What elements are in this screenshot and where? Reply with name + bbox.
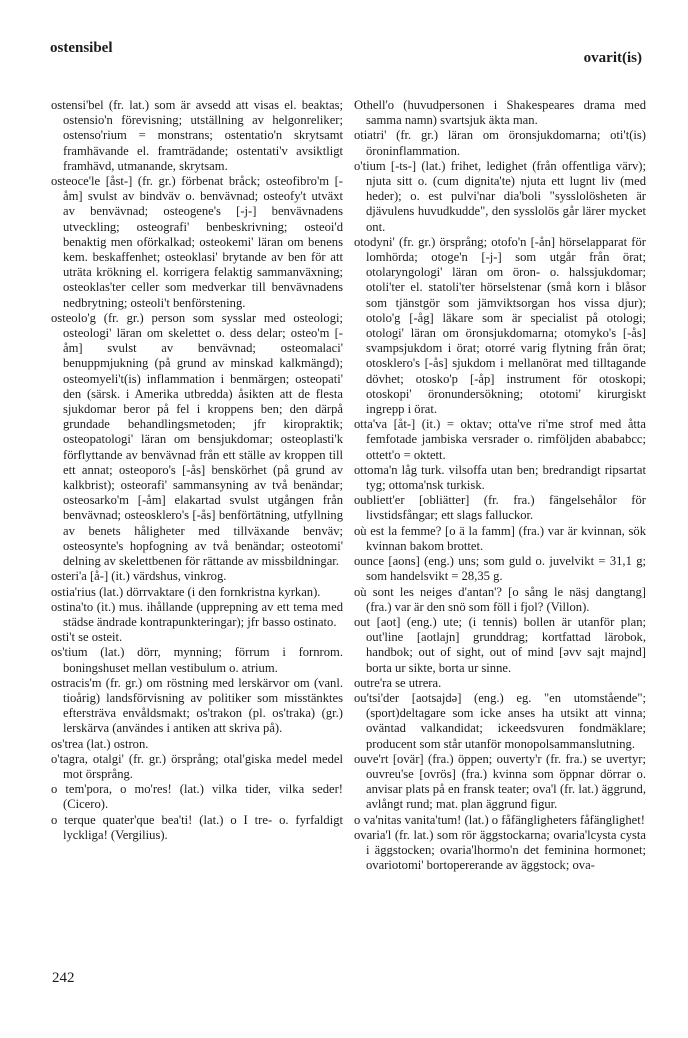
entry-ostinato: ostina'to (it.) mus. ihållande (upprepning av ett tema med städse ändrade kontrapunkteringar); jfr basso ostinato. bbox=[51, 599, 343, 629]
entry-osteria: osteri'a [å-] (it.) värdshus, vinkrog. bbox=[51, 569, 227, 584]
entry-ouvert: ouve'rt [ovär] (fra.) öppen; ouverty'r (fr. fra.) se uvertyr; ouvreu'se [ovrös] (fra.) kvinna som öppnar dörrar o. anvisar plats på en fransk teater; ova'l (fr. lat.) äggrund, avlångt rund; mat. plan äggrund figur. bbox=[354, 751, 646, 812]
entry-ounce: ounce [aons] (eng.) uns; som guld o. juvelvikt = 31,1 g; som handelsvikt = 28,35 g. bbox=[354, 554, 646, 584]
entry-othello: Othell'o (huvudpersonen i Shakespeares drama med samma namn) svartsjuk äkta man. bbox=[354, 98, 646, 128]
entry-ottoman: ottoma'n låg turk. vilsoffa utan ben; bredrandigt ripsartat tyg; ottoma'nsk turkisk. bbox=[354, 462, 646, 493]
entry-ottava: otta'va [åt-] (it.) = oktav; otta've ri'me strof med åtta femfotade jambiska versrader o. rimföljden abababcc; ottett'o = oktett. bbox=[354, 417, 646, 462]
entry-otagra: o'tagra, otalgi' (fr. gr.) örsprång; otal'giska medel medel mot örsprång. bbox=[51, 751, 343, 781]
left-column bbox=[51, 98, 343, 843]
entry-outrera: outre'ra se utrera. bbox=[354, 675, 442, 690]
entry-o-tempora: o tem'pora, o mo'res! (lat.) vilka tider, vilka seder! (Cicero). bbox=[51, 782, 343, 812]
running-head-left: ostensibel bbox=[50, 40, 113, 56]
entry-o-terque: o terque quater'que bea'ti! (lat.) o I tre- o. fyrfaldigt lyckliga! (Vergilius). bbox=[51, 812, 343, 842]
entry-osteocele: osteoce'le [åst-] (fr. gr.) förbenat bråck; osteofibro'm [-åm] svulst av bindväv o. benvävnad; osteofy't utväxt av benvävnad; osteogene's [-j-] benvävnadens utveckling; osteografi' benbeskrivning; osteoi'd benaktig men oförkalkad; osteokemi' läran om benens kem. beskaffenhet; osteoklasi' brytande av ben för att uträta krökning el. korrigera felaktig sammanväxning; osteoklas'ter celler som medverkar till benvävnadens nedbrytning; osteoli't benförstening. bbox=[51, 174, 343, 310]
entry-ovarial: ovaria'l (fr. lat.) som rör äggstockarna; ovaria'lcysta cysta i äggstocken; ovaria'lhormo'n det feminina hormonet; ovariotomi' bortopererande av äggstock; ova- bbox=[354, 827, 646, 873]
entry-ou-est-la-femme: où est la femme? [o ä la famm] (fra.) var är kvinnan, sök kvinnan bakom brottet. bbox=[354, 523, 646, 553]
entry-otium: o'tium [-ts-] (lat.) frihet, ledighet (från offentliga värv); njuta sitt o. (cum dignita'te) njuta ett lugnt liv (med heder); o. est pulvi'nar dia'boli "sysslolösheten är djävulens huvudkudde", den sysslolös går lärer mycket ont. bbox=[354, 158, 646, 234]
entry-ou-sont-les-neiges: où sont les neiges d'antan'? [o sång le näsj dangtang] (fra.) var är den snö som föll i fjol? (Villon). bbox=[354, 584, 646, 614]
entry-ostrea: os'trea (lat.) ostron. bbox=[51, 736, 149, 751]
entry-otodyni: otodyni' (fr. gr.) örsprång; otofo'n [-ån] hörselapparat för lomhörda; otoge'n [-j-] som utgår från örat; otolaryngologi' läran om öron- o. halssjukdomar; otoli'ter el. statoli'ter hörselstenar (små korn i blåsor som tjänstgör som jämviktsorgan hos vissa djur); otolo'g [-åg] läkare som är specialist på otologi; otologi' läran om öronsjukdomarna; otomyko's [-ås] svampsjukdom i örat; otorré varig flytning från örat; otosklero's [-ås] sjukdom i mellanörat med tilltagande dövhet; otosko'p [-åp] instrument för otoskopi; otoskopi' öronundersökning; ototomi' kirurgiskt ingrepp i örat. bbox=[354, 234, 646, 417]
entry-oubliettes: oubliett'er [obliätter] (fr. fra.) fängelsehålor för livstidsfångar; ett slags falluckor. bbox=[354, 493, 646, 523]
entry-out: out [aot] (eng.) ute; (i tennis) bollen är utanför plan; out'line [aotlajn] grunddrag; kortfattad lärobok, handbok; out of sight, out of mind [əvv sajt majnd] borta ur sikte, borta ur sinne. bbox=[354, 614, 646, 675]
entry-ostensibel: ostensi'bel (fr. lat.) som är avsedd att visas el. beaktas; ostensio'n förevisning; utställning av helgonreliker; ostenso'rium = monstrans; ostentatio'n skrytsamt framhävande el. framträdande; ostentati'v avsiktligt framhävd, utmanande, skrytsam. bbox=[51, 98, 343, 173]
entry-otiatri: otiatri' (fr. gr.) läran om öronsjukdomarna; oti't(is) öroninflammation. bbox=[354, 128, 646, 158]
right-column bbox=[354, 98, 646, 873]
running-head-right: ovarit(is) bbox=[583, 50, 642, 66]
entry-ostracism: ostracis'm (fr. gr.) om röstning med lerskärvor om (vanl. tioårig) landsförvisning av politiker som misstänktes eftersträva envåldsmakt; os'trakon (pl. os'traka) (gr.) lerskärva (användes i antiken att skriva på). bbox=[51, 675, 343, 736]
entry-ostium: os'tium (lat.) dörr, mynning; förrum i fornrom. boningshuset mellan vestibulum o. atrium. bbox=[51, 645, 343, 675]
entry-osteolog: osteolo'g (fr. gr.) person som sysslar med osteologi; osteologi' läran om skelettet o. dess delar; osteo'm [-åm] svulst av benvävnad; osteomalaci' benuppmjukning (på grund av minskad kalkmängd); osteomyeli't(is) inflammation i benmärgen; osteopati' den (särsk. i Amerika utbredda) åsikten att de flesta sjukdomar beror på fel i kroppens ben; den därpå grundade behandlingsmetoden; jfr kiropraktik; osteopatologi' läran om bensjukdomar; osteoplasti'k förflyttande av benvävnad från ett ställe av kroppen till ett annat; osteoporo's [-ås] benskörhet (på grund av kalkbrist); osteorafi' sammansyning av två benändar; osteosarko'm [-åm] elakartad svulst utgången från benvävnad; osteosklero's [-ås] benförtätning, utfyllning av benets håligheter med tillväxande benväv; osteosynte's hopfogning av två benändar; osteotomi' delning av skelettbenen för rättande av missbildningar. bbox=[51, 310, 343, 569]
entry-ostit: osti't se osteit. bbox=[51, 630, 123, 645]
page-number: 242 bbox=[52, 970, 75, 986]
entry-ostiarius: ostia'rius (lat.) dörrvaktare (i den fornkristna kyrkan). bbox=[51, 584, 321, 599]
entry-o-vanitas: o va'nitas vanita'tum! (lat.) o fåfängligheters fåfänglighet! bbox=[354, 812, 645, 827]
entry-outsider: ou'tsi'der [aotsajdə] (eng.) eg. "en utomstående"; (sport)deltagare som icke anses ha utsikt att vinna; oväntad valkandidat; ickeedsvuren fondmäklare; producent som står utanför monopolsammanslutning. bbox=[354, 690, 646, 751]
